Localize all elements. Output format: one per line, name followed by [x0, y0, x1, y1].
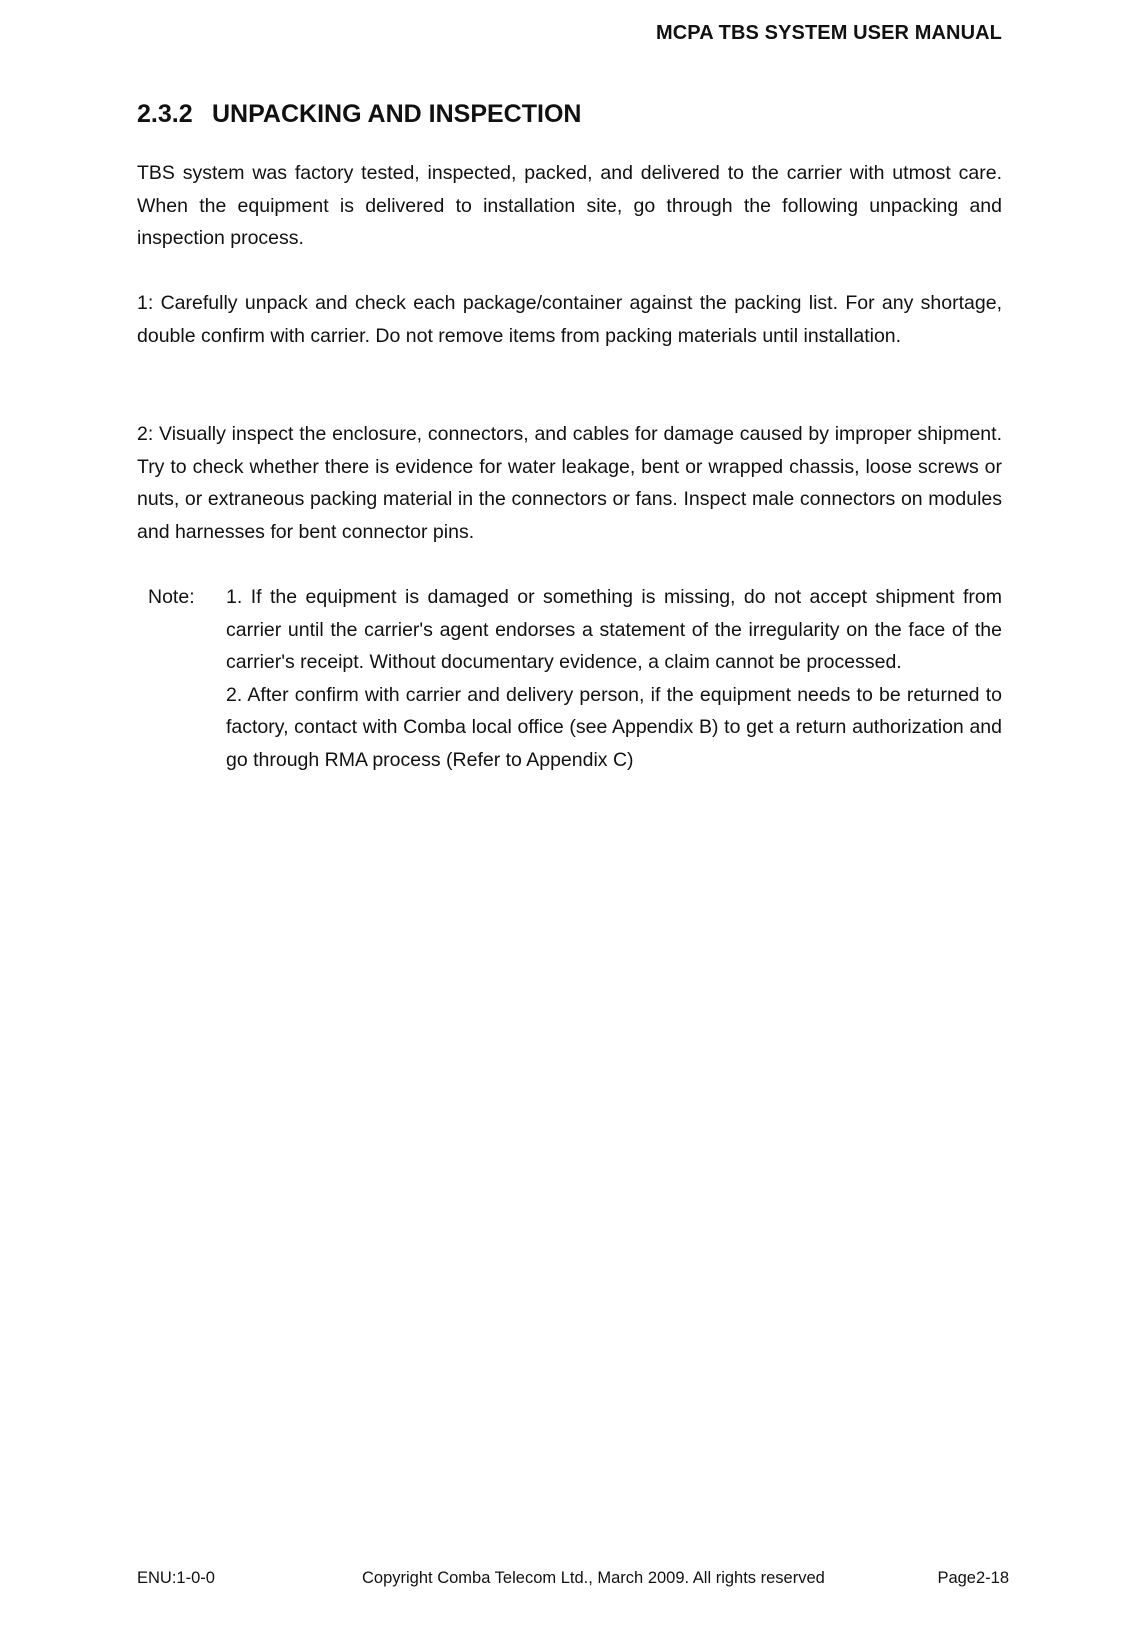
note-block: [148, 581, 1002, 776]
footer-copyright: Copyright Comba Telecom Ltd., March 2009. All rights reserved: [362, 1569, 825, 1587]
section-heading: [137, 100, 581, 129]
step2-paragraph: 2: Visually inspect the enclosure, connectors, and cables for damage caused by improper shipment. Try to check whether there is evidence for water leakage, bent or wrapped chassis, loose screws or nuts, or extraneous packing material in the connectors or fans. Inspect male connectors on modules and harnesses for bent connector pins.: [137, 423, 1002, 543]
footer-page-number: Page2-18: [937, 1569, 1009, 1587]
note-item: 1. If the equipment is damaged or something is missing, do not accept shipment from carrier until the carrier's agent endorses a statement of the irregularity on the face of the carrier's receipt. Without documentary evidence, a claim cannot be processed.: [226, 586, 1002, 673]
document-title: MCPA TBS SYSTEM USER MANUAL: [655, 22, 1002, 44]
note-items: [226, 581, 1002, 776]
footer-version: ENU:1-0-0: [137, 1569, 215, 1587]
section-number: 2.3.2: [137, 100, 193, 128]
step1-paragraph: 1: Carefully unpack and check each package/container against the packing list. For any shortage, double confirm with carrier. Do not remove items from packing materials until installation.: [137, 292, 1002, 347]
intro-paragraph: TBS system was factory tested, inspected, packed, and delivered to the carrier with utmost care. When the equipment is delivered to installation site, go through the following unpacking and inspection process.: [137, 162, 1002, 249]
section-title: UNPACKING AND INSPECTION: [212, 100, 582, 128]
note-item: 2. After confirm with carrier and delivery person, if the equipment needs to be returned to factory, contact with Comba local office (see Appendix B) to get a return authorization and go through RMA process (Refer to Appendix C): [226, 683, 1002, 771]
note-label: Note:: [148, 586, 195, 608]
